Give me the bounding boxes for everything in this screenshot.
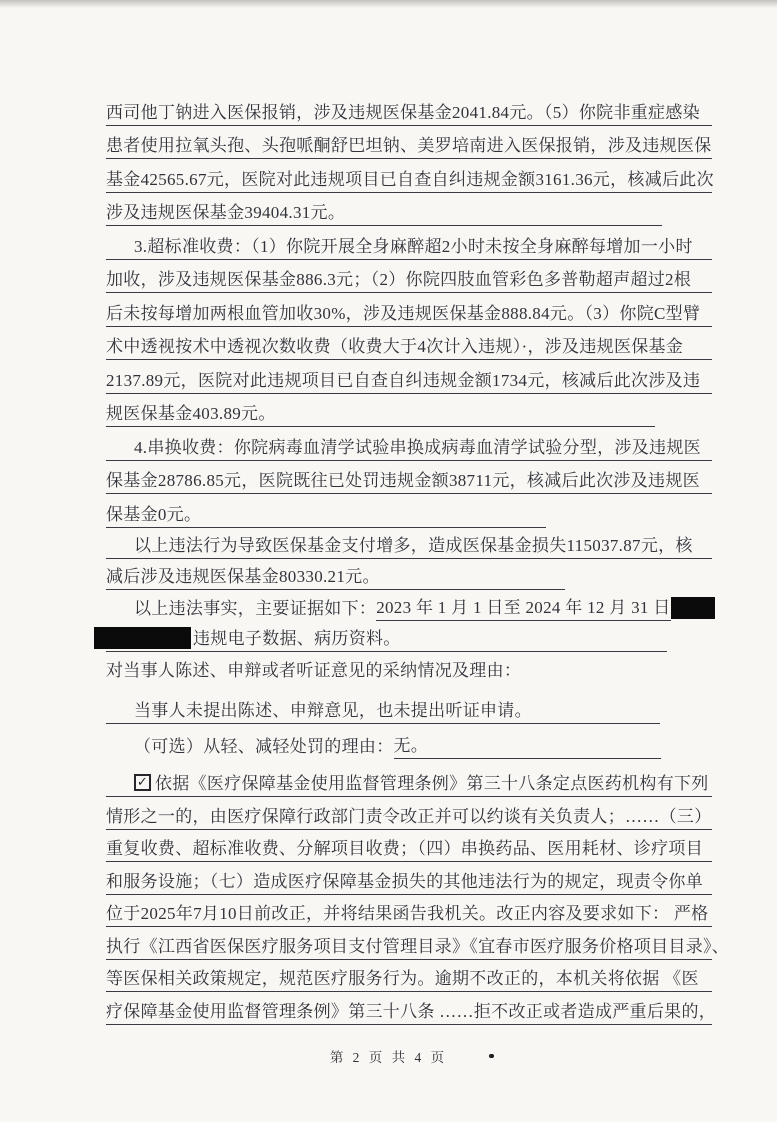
document-line bbox=[106, 559, 565, 590]
document-text: 位于2025年7月10日前改正，并将结果函告我机关。改正内容及要求如下： 严格 bbox=[106, 904, 709, 923]
document-text: 当事人未提出陈述、申辩意见，也未提出听证申请。 bbox=[134, 700, 532, 720]
document-line bbox=[106, 92, 712, 126]
document-line bbox=[106, 461, 712, 495]
document-body bbox=[106, 92, 730, 1025]
document-text: 规医保基金403.89元。 bbox=[106, 404, 276, 423]
document-line bbox=[106, 494, 546, 528]
document-line bbox=[106, 293, 712, 327]
document-text: 保基金0元。 bbox=[106, 504, 202, 524]
document-line bbox=[106, 126, 712, 160]
document-line bbox=[106, 830, 712, 863]
page-number: 第 2 页 共 4 页 bbox=[329, 1050, 448, 1065]
document-line bbox=[106, 394, 655, 428]
checked-checkbox-icon: ✓ bbox=[134, 774, 151, 791]
document-text: 保基金28786.85元，医院既往已处罚违规金额38711元，核减后此次涉及违规医 bbox=[106, 471, 700, 490]
document-text: 等医保相关政策规定，规范医疗服务行为。逾期不改正的，本机关将依据 《医 bbox=[106, 969, 699, 988]
document-text: 疗保障基金使用监督管理条例》第三十八条 ……拒不改正或者造成严重后果的， bbox=[106, 1001, 717, 1021]
document-line bbox=[106, 193, 662, 227]
document-line bbox=[106, 360, 712, 394]
document-line bbox=[106, 693, 660, 724]
document-text: 西司他丁钠进入医保报销，涉及违规医保基金2041.84元。（5）你院非重症感染 bbox=[106, 102, 700, 122]
document-line bbox=[106, 728, 661, 759]
ink-dot-artifact bbox=[489, 1054, 494, 1058]
page-footer bbox=[0, 1046, 777, 1066]
document-line bbox=[106, 427, 712, 461]
document-text: 患者使用拉氧头孢、头孢哌酮舒巴坦钠、美罗培南进入医保报销，涉及违规医保 bbox=[106, 136, 712, 155]
document-text: 以上违法行为导致医保基金支付增多，造成医保基金损失115037.87元，核 bbox=[134, 535, 693, 555]
document-text: 2137.89元，医院对此违规项目已自查自纠违规金额1734元，核减后此次涉及违 bbox=[106, 370, 701, 390]
scan-edge-shadow bbox=[0, 0, 777, 8]
document-text: 情形之一的，由医疗保障行政部门责令改正并可以约谈有关负责人；……（三） bbox=[106, 806, 712, 826]
document-text: 对当事人陈述、申辩或者听证意见的采纳情况及理由： bbox=[106, 660, 522, 680]
document-text: 依据《医疗保障基金使用监督管理条例》第三十八条定点医药机构有下列 bbox=[155, 774, 709, 793]
document-text: 后未按每增加两根血管加收30%，涉及违规医保基金888.84元。（3）你院C型臂 bbox=[106, 303, 701, 323]
document-text: 3.超标准收费：（1）你院开展全身麻醉超2小时未按全身麻醉每增加一小时 bbox=[134, 236, 693, 256]
document-line bbox=[106, 528, 712, 559]
document-text: 无。 bbox=[394, 737, 662, 759]
document-text: 违规电子数据、病历资料。 bbox=[193, 628, 401, 648]
document-text: 执行《江西省医保医疗服务项目支付管理目录》《宜春市医疗服务价格项目目录》、 bbox=[106, 936, 730, 956]
document-text: 涉及违规医保基金39404.31元。 bbox=[106, 203, 346, 222]
redaction-box bbox=[94, 627, 191, 649]
document-text: 基金42565.67元，医院对此违规项目已自查自纠违规金额3161.36元，核减后此次 bbox=[106, 169, 714, 189]
document-line bbox=[106, 927, 730, 960]
document-line bbox=[106, 797, 712, 830]
document-text: 加收，涉及违规医保基金886.3元；（2）你院四肢血管彩色多普勒超声超过2根 bbox=[106, 270, 692, 289]
document-text: 4.串换收费：你院病毒血清学试验串换成病毒血清学试验分型，涉及违规医 bbox=[134, 437, 701, 457]
document-line bbox=[106, 765, 712, 798]
document-text: 以上违法事实，主要证据如下： bbox=[134, 598, 377, 618]
document-line bbox=[106, 862, 712, 895]
document-text: （可选）从轻、减轻处罚的理由： bbox=[134, 736, 394, 756]
document-text: 重复收费、超标准收费、分解项目收费；（四）串换药品、医用耗材、诊疗项目 bbox=[106, 839, 703, 858]
document-line bbox=[106, 327, 712, 361]
document-line bbox=[106, 652, 712, 683]
document-line bbox=[106, 226, 712, 260]
document-line bbox=[106, 590, 712, 621]
document-line bbox=[106, 992, 717, 1025]
document-text: 和服务设施；（七）造成医疗保障基金损失的其他违法行为的规定，现责令你单 bbox=[106, 871, 703, 891]
document-line bbox=[106, 260, 712, 294]
document-line bbox=[106, 159, 712, 193]
document-line bbox=[106, 621, 667, 652]
document-text: 2023 年 1 月 1 日至 2024 年 12 月 31 日 bbox=[376, 599, 670, 621]
document-text: 减后涉及违规医保基金80330.21元。 bbox=[106, 566, 380, 586]
document-text: 术中透视按术中透视次数收费（收费大于4次计入违规）·，涉及违规医保基金 bbox=[106, 337, 684, 356]
document-line bbox=[106, 895, 712, 928]
redaction-box bbox=[671, 597, 715, 619]
document-line bbox=[106, 960, 712, 993]
